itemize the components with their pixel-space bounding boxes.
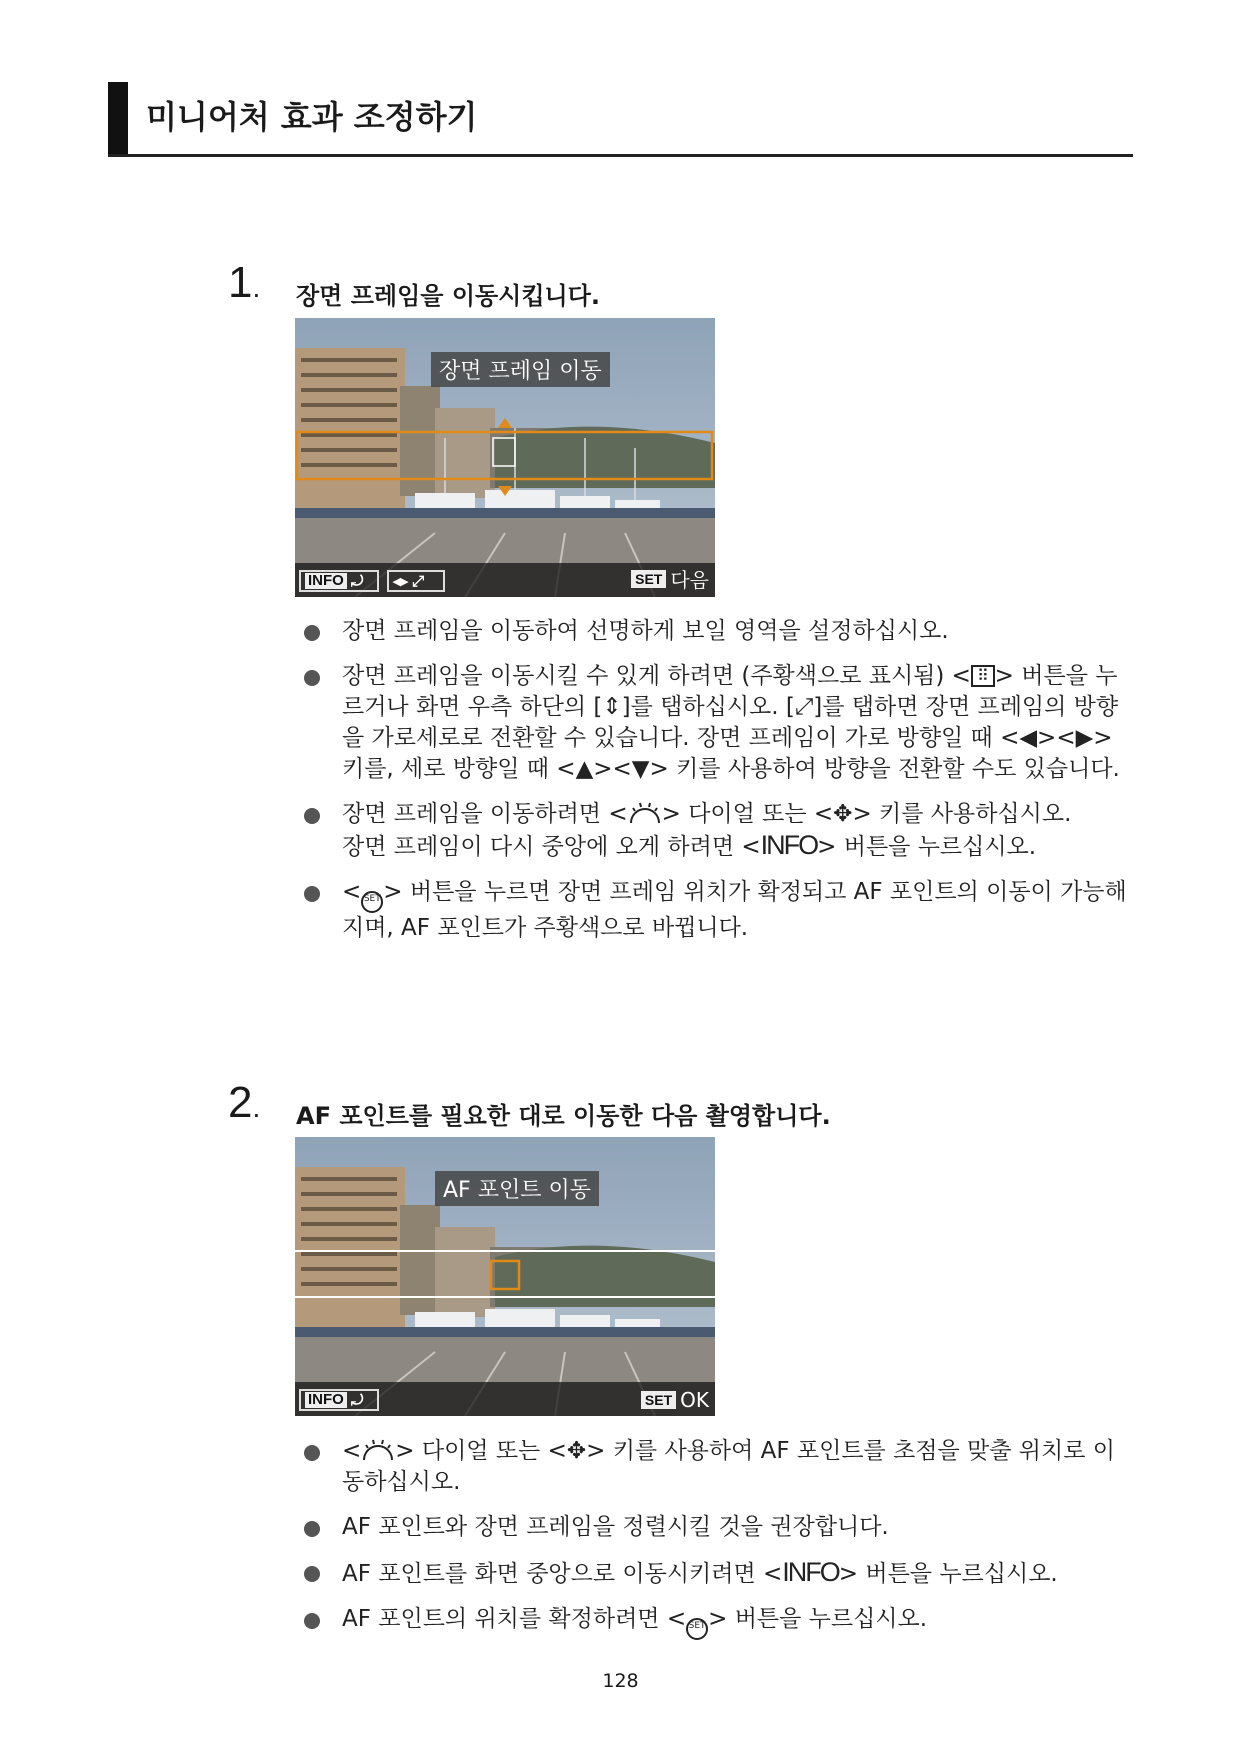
list-item: AF 포인트와 장면 프레임을 정렬시킬 것을 권장합니다. — [300, 1512, 1130, 1543]
quick-control-icon: ⠿ — [971, 665, 995, 687]
screen1-orientation-chip[interactable] — [387, 570, 445, 592]
info-button-icon: INFO — [760, 830, 818, 860]
next-label: 다음 — [670, 568, 709, 592]
step-1-title: 장면 프레임을 이동시킵니다. — [296, 282, 601, 310]
step-1-bullets — [300, 616, 1130, 958]
reset-icon: ⤾ — [350, 1391, 364, 1409]
screen2-info-chip[interactable] — [299, 1389, 379, 1411]
set-chip: SET — [631, 570, 666, 588]
main-dial-icon — [361, 1438, 395, 1462]
info-label: INFO — [305, 1392, 347, 1408]
step-2-title: AF 포인트를 필요한 대로 이동한 다음 촬영합니다. — [296, 1102, 831, 1130]
list-item: 장면 프레임을 이동하여 선명하게 보일 영역을 설정하십시오. — [300, 616, 1130, 647]
set-chip: SET — [641, 1391, 676, 1409]
info-label: INFO — [305, 573, 347, 589]
ok-label: OK — [680, 1388, 709, 1412]
rotate-frame-icon: ⤢ — [412, 572, 425, 590]
left-right-arrows-icon: ◂▸ — [393, 573, 409, 590]
reset-icon: ⤾ — [350, 572, 364, 590]
list-item: 장면 프레임을 이동시킬 수 있게 하려면 (주황색으로 표시됨) < ⠿ > 버튼을 누르거나 화면 우측 하단의 [⇕]를 탭하십시오. [⤢]를 탭하면 장면 프레임의 방향을 가로세로로 전환할 수 있습니다. 장면 프레임이 가로 방향일 때 <◀><▶> 키를, 세로 방향일 때 <▲><▼> 키를 사용하여 방향을 전환할 수도 있습니다. — [300, 661, 1130, 785]
af-point-label: AF 포인트 이동 — [435, 1171, 599, 1206]
step-1-number: 1. — [228, 258, 261, 307]
list-item: 장면 프레임을 이동하려면 < > 다이얼 또는 <✥> 키를 사용하십시오. 장면 프레임이 다시 중앙에 오게 하려면 <INFO> 버튼을 누르십시오. — [300, 799, 1130, 863]
header-bar — [108, 82, 128, 156]
scene-frame-screen — [295, 318, 715, 597]
main-dial-icon — [628, 801, 662, 825]
list-item: < SET > 버튼을 누르면 장면 프레임 위치가 확정되고 AF 포인트의 이동이 가능해지며, AF 포인트가 주황색으로 바뀝니다. — [300, 877, 1130, 944]
list-item: AF 포인트를 화면 중앙으로 이동시키려면 <INFO> 버튼을 누르십시오. — [300, 1557, 1130, 1590]
screen2-ok-control[interactable] — [641, 1388, 709, 1412]
info-button-icon: INFO — [782, 1557, 839, 1587]
screen1-info-chip[interactable] — [299, 570, 379, 592]
set-button-icon: SET — [361, 891, 383, 913]
list-item: AF 포인트의 위치를 확정하려면 < SET > 버튼을 누르십시오. — [300, 1604, 1130, 1640]
step-2-bullets — [300, 1436, 1130, 1654]
screen1-next-control[interactable] — [631, 564, 709, 593]
af-point-screen — [295, 1137, 715, 1416]
scene-frame-label: 장면 프레임 이동 — [431, 352, 610, 387]
page-number: 128 — [602, 1670, 639, 1692]
list-item: < > 다이얼 또는 <✥> 키를 사용하여 AF 포인트를 초점을 맞출 위치로 이동하십시오. — [300, 1436, 1130, 1498]
header-rule — [108, 154, 1133, 157]
step-2-number: 2. — [228, 1078, 261, 1127]
set-button-icon: SET — [686, 1618, 708, 1640]
page-title: 미니어처 효과 조정하기 — [146, 98, 478, 136]
